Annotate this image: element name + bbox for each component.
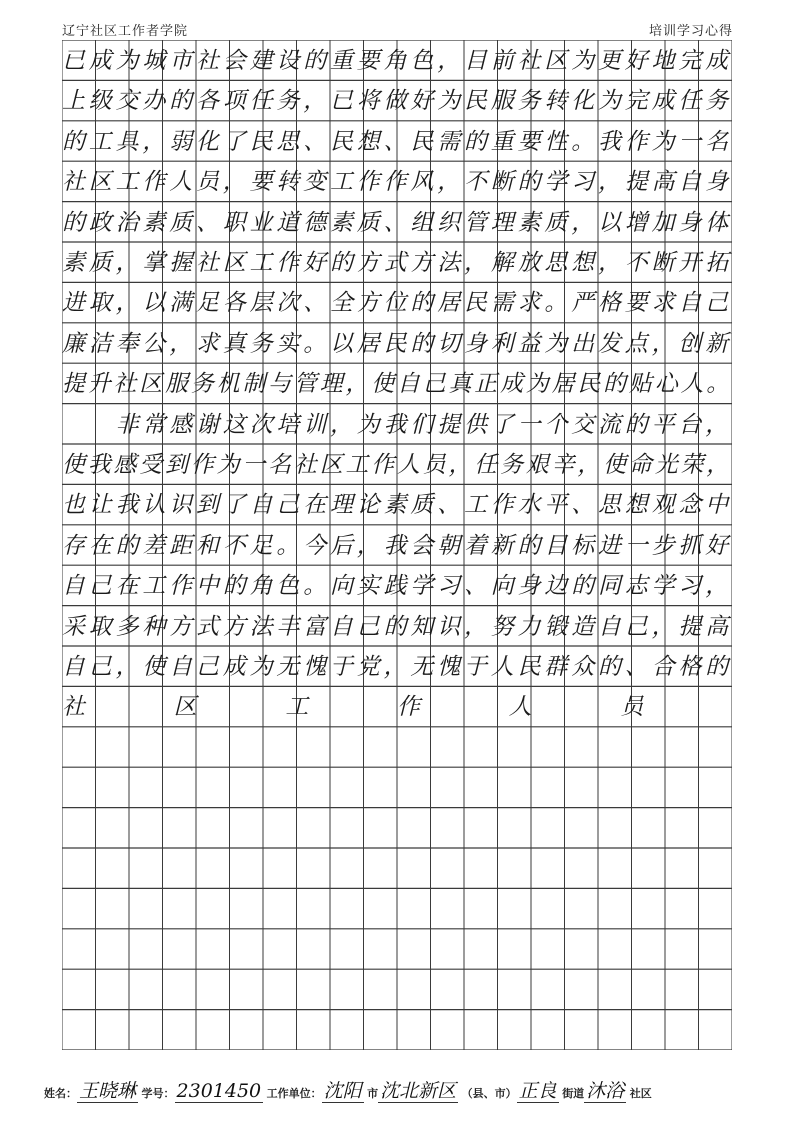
signature-footer (44, 1080, 744, 1103)
street-value: 正良 (518, 1080, 557, 1102)
city-value: 沈阳 (323, 1080, 362, 1102)
text-line: 的政治素质、职业道德素质、组织管理素质，以增加身体 (62, 209, 732, 236)
text-line: 素质，掌握社区工作好的方式方法，解放思想，不断开拓 (62, 250, 732, 276)
text-line: 社区工作人员，要转变工作作风，不断的学习，提高自身 (62, 169, 732, 196)
writing-grid (62, 40, 732, 1050)
text-line: 提升社区服务机制与管理，使自己真正成为居民的贴心人。 (62, 371, 732, 398)
text-line: 上级交办的各项任务，已将做好为民服务转化为完成任务 (62, 88, 732, 115)
text-line: 采取多种方式方法丰富自己的知识，努力锻造自己，提高 (62, 613, 732, 640)
text-line: 自己，使自己成为无愧于党，无愧于人民群众的、合格的 (62, 654, 732, 680)
county-value: 沈北新区 (380, 1080, 457, 1102)
text-line: 存在的差距和不足。今后，我会朝着新的目标进一步抓好 (62, 532, 732, 559)
text-line: 廉洁奉公，求真务实。以居民的切身利益为出发点，创新 (62, 330, 732, 357)
text-line: 进取，以满足各层次、全方位的居民需求。严格要求自己 (62, 290, 732, 317)
text-line: 使我感受到作为一名社区工作人员，任务艰辛，使命光荣， (62, 452, 732, 478)
id-label: 学号： (141, 1087, 175, 1100)
name-value: 王晓琳 (79, 1080, 137, 1102)
id-value: 2301450 (176, 1080, 262, 1102)
unit-label: 工作单位： (266, 1087, 322, 1100)
text-line: 的工具，弱化了民思、民想、民需的重要性。我作为一名 (62, 128, 732, 155)
street-label: 街道 (562, 1087, 585, 1100)
text-line: 社区工作人员 (62, 694, 732, 721)
community-label: 社区 (629, 1087, 652, 1100)
text-line: 非常感谢这次培训，为我们提供了一个交流的平台， (62, 411, 732, 438)
community-value: 沐浴 (586, 1080, 625, 1102)
school-name: 辽宁社区工作者学院 (62, 24, 189, 39)
name-label: 姓名： (44, 1087, 77, 1100)
county-label: （县、市） (461, 1087, 517, 1100)
text-line: 已成为城市社会建设的重要角色，目前社区为更好地完成 (62, 48, 732, 74)
doc-title: 培训学习心得 (648, 24, 733, 39)
text-line: 自己在工作中的角色。向实践学习、向身边的同志学习， (62, 573, 732, 600)
city-label: 市 (367, 1087, 379, 1100)
text-line: 也让我认识到了自己在理论素质、工作水平、思想观念中 (62, 492, 732, 519)
